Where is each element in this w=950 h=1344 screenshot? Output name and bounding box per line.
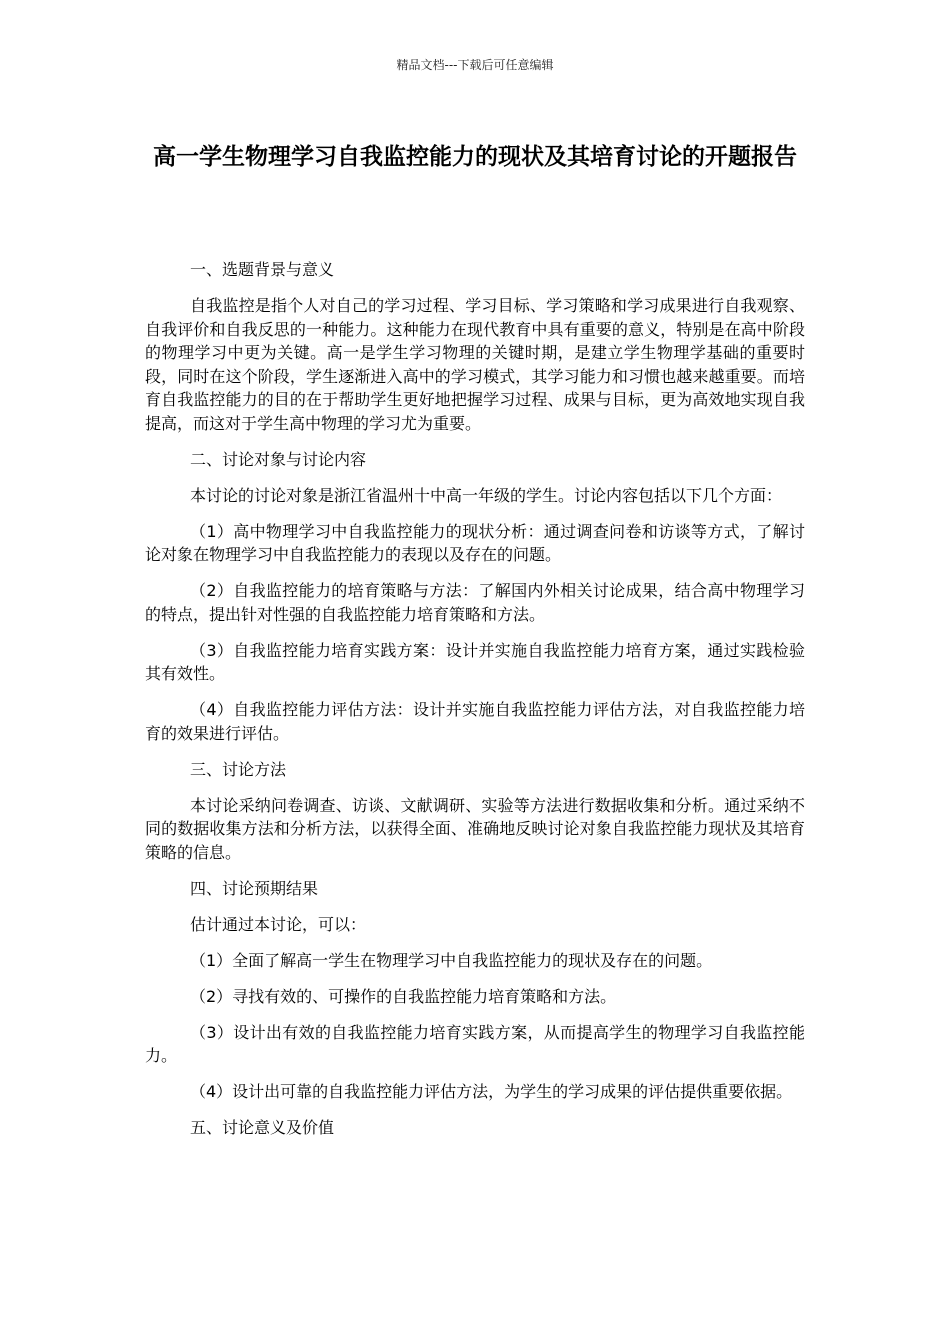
- list-item-content-3: （3）自我监控能力培育实践方案：设计并实施自我监控能力培育方案，通过实践检验其有效性。: [145, 640, 805, 683]
- paragraph-background: 自我监控是指个人对自己的学习过程、学习目标、学习策略和学习成果进行自我观察、自我评价和自我反思的一种能力。这种能力在现代教育中具有重要的意义，特别是在高中阶段的物理学习中更为关键。高一是学生学习物理的关键时期，是建立学生物理学基础的重要时段，同时在这个阶段，学生逐渐进入高中的学习模式，其学习能力和习惯也越来越重要。而培育自我监控能力的目的在于帮助学生更好地把握学习过程、成果与目标，更为高效地实现自我提高，而这对于学生高中物理的学习尤为重要。: [145, 296, 805, 433]
- paragraph-methods: 本讨论采纳问卷调查、访谈、文献调研、实验等方法进行数据收集和分析。通过采纳不同的数据收集方法和分析方法，以获得全面、准确地反映讨论对象自我监控能力现状及其培育策略的信息。: [145, 795, 805, 862]
- section-heading-methods: 三、讨论方法: [190, 759, 287, 779]
- list-item-result-3: （3）设计出有效的自我监控能力培育实践方案，从而提高学生的物理学习自我监控能力。: [145, 1022, 805, 1065]
- paragraph-expected-intro: 估计通过本讨论，可以：: [190, 914, 367, 934]
- section-heading-background: 一、选题背景与意义: [190, 260, 335, 279]
- section-heading-subject: 二、讨论对象与讨论内容: [190, 449, 367, 469]
- list-item-result-1: （1）全面了解高一学生在物理学习中自我监控能力的现状及存在的问题。: [190, 950, 713, 970]
- header-note: 精品文档---下载后可任意编辑: [396, 58, 554, 72]
- list-item-result-4: （4）设计出可靠的自我监控能力评估方法，为学生的学习成果的评估提供重要依据。: [190, 1082, 793, 1101]
- section-heading-significance: 五、讨论意义及价值: [190, 1118, 335, 1137]
- paragraph-subject: 本讨论的讨论对象是浙江省温州十中高一年级的学生。讨论内容包括以下几个方面：: [190, 485, 783, 505]
- list-item-content-4: （4）自我监控能力评估方法：设计并实施自我监控能力评估方法，对自我监控能力培育的效果进行评估。: [145, 700, 805, 743]
- document-title: 高一学生物理学习自我监控能力的现状及其培育讨论的开题报告: [153, 144, 797, 170]
- list-item-content-2: （2）自我监控能力的培育策略与方法：了解国内外相关讨论成果，结合高中物理学习的特点，提出针对性强的自我监控能力培育策略和方法。: [145, 581, 805, 624]
- document-body: [145, 258, 805, 1152]
- list-item-result-2: （2）寻找有效的、可操作的自我监控能力培育策略和方法。: [190, 986, 617, 1006]
- section-heading-expected-results: 四、讨论预期结果: [190, 878, 319, 898]
- list-item-content-1: （1）高中物理学习中自我监控能力的现状分析：通过调查问卷和访谈等方式，了解讨论对象在物理学习中自我监控能力的表现以及存在的问题。: [145, 521, 805, 564]
